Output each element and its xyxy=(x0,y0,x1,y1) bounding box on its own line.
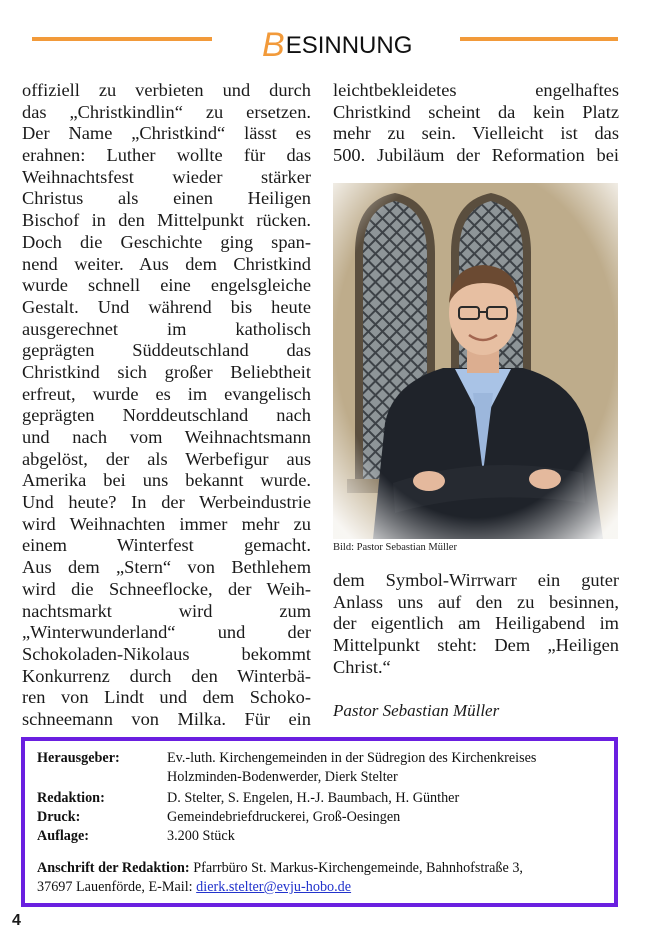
page-number: 4 xyxy=(12,912,21,929)
email-link[interactable]: dierk.stelter@evju-hobo.de xyxy=(196,879,352,895)
text-line: einem Winterfest gemacht. xyxy=(22,535,311,556)
text-line: Gestalt. Und während bis heute xyxy=(22,296,311,317)
text-line: erahnen: Luther wollte für das xyxy=(22,145,311,166)
right-text-column-bottom xyxy=(333,570,619,678)
text-line: erfreut, wurde es im evangelisch xyxy=(22,383,311,404)
header-rule-right xyxy=(460,37,618,41)
text-line: schneemann von Milka. Für ein xyxy=(22,708,311,729)
author-signature: Pastor Sebastian Müller xyxy=(333,701,500,720)
text-line: ausgerechnet im katholisch xyxy=(22,318,311,339)
text-line: der eigentlich am Heiligabend im xyxy=(333,613,619,634)
text-line: mehr zu sein. Vielleicht ist das xyxy=(333,123,619,144)
text-line: Anlass uns auf den zu besinnen, xyxy=(333,591,619,612)
text-line: Schokoladen-Nikolaus bekommt xyxy=(22,643,311,664)
imprint-box xyxy=(21,737,618,907)
right-text-column-top xyxy=(333,80,619,167)
text-line: Christkind scheint da kein Platz xyxy=(333,101,619,122)
text-line: dem Symbol-Wirrwarr ein guter xyxy=(333,570,619,590)
photo-caption: Bild: Pastor Sebastian Müller xyxy=(333,542,457,553)
text-line: und nach vom Weihnachtsmann xyxy=(22,427,311,447)
text-line: 500. Jubiläum der Reformation bei xyxy=(333,145,619,166)
text-line: Christkind sich großer Beliebtheit xyxy=(22,361,311,382)
text-line: wird Weihnachten immer mehr zu xyxy=(22,513,311,534)
text-line: Doch die Geschichte ging span- xyxy=(22,231,311,252)
pastor-photo-illustration xyxy=(333,183,618,539)
text-line: geprägten Norddeutschland nach xyxy=(22,405,311,426)
editors-label: Redaktion: xyxy=(37,790,105,806)
address-text-1: Pfarrbüro St. Markus-Kirchengemeinde, Bahnhofstraße 3, xyxy=(189,860,523,876)
edition-label: Auflage: xyxy=(37,828,90,844)
section-title-rest: ESINNUNG xyxy=(285,32,413,59)
text-line: Bischof in den Mittelpunkt rücken. xyxy=(22,210,311,231)
text-line: ren von Lindt und dem Schoko- xyxy=(22,687,311,708)
text-line: Der Name „Christkind“ lässt es xyxy=(22,123,311,144)
left-text-column xyxy=(22,80,311,731)
address-line-2 xyxy=(37,878,351,897)
text-line: Weihnachtsfest wieder stärker xyxy=(22,166,311,187)
text-line: das „Christkindlin“ zu ersetzen. xyxy=(22,101,311,122)
pastor-photo xyxy=(333,183,618,539)
text-line: wird die Schneeflocke, der Weih- xyxy=(22,578,311,599)
address-label: Anschrift der Redaktion: xyxy=(37,860,190,876)
text-line: Christus als einen Heiligen xyxy=(22,188,311,209)
section-title-initial: B xyxy=(262,26,285,64)
publisher-line-1: Ev.-luth. Kirchengemeinden in der Südregion des Kirchenkreises xyxy=(167,750,537,766)
address-text-2: 37697 Lauenförde, E-Mail: xyxy=(37,879,197,895)
text-line: Amerika bei uns bekannt wurde. xyxy=(22,470,311,491)
text-line: geprägten Süddeutschland das xyxy=(22,340,311,361)
text-line: Aus dem „Stern“ von Bethlehem xyxy=(22,557,311,578)
print-label: Druck: xyxy=(37,809,81,825)
edition-value: 3.200 Stück xyxy=(167,828,235,844)
editors-value: D. Stelter, S. Engelen, H.-J. Baumbach, H. Günther xyxy=(167,790,460,806)
text-line: Und heute? In der Werbeindustrie xyxy=(22,492,311,513)
text-line: Mittelpunkt steht: Dem „Heiligen xyxy=(333,635,619,656)
text-line: Konkurrenz durch den Winterbä- xyxy=(22,665,311,686)
address-line-1 xyxy=(37,859,523,878)
text-line: wurde schnell eine engelsgleiche xyxy=(22,275,311,296)
text-line: abgelöst, der als Werbefigur aus xyxy=(22,448,311,469)
text-line: offiziell zu verbieten und durch xyxy=(22,80,311,100)
publisher-line-2: Holzminden-Bodenwerder, Dierk Stelter xyxy=(167,769,398,785)
text-line: Christ.“ xyxy=(333,656,391,677)
publisher-label: Herausgeber: xyxy=(37,750,120,766)
text-line: leichtbekleidetes engelhaftes xyxy=(333,80,619,100)
print-value: Gemeindebriefdruckerei, Groß-Oesingen xyxy=(167,809,401,825)
header-rule-left xyxy=(32,37,212,41)
text-line: nachtsmarkt wird zum xyxy=(22,600,311,621)
text-line: nend weiter. Aus dem Christkind xyxy=(22,253,311,274)
text-line: „Winterwunderland“ und der xyxy=(22,622,311,643)
section-title xyxy=(262,26,422,65)
